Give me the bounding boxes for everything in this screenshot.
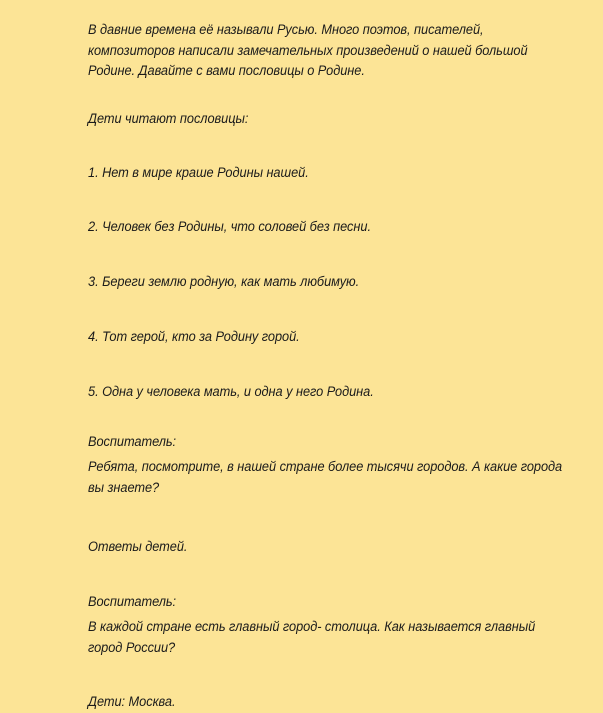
proverb-item: 5. Одна у человека мать, и одна у него Родина.: [88, 384, 374, 400]
children-answer-moscow: Дети: Москва.: [88, 694, 176, 710]
teacher-question-capital: В каждой стране есть главный город- столица. Как называется главный город России?: [88, 619, 536, 655]
teacher-speaker-label: Воспитатель:: [88, 434, 177, 450]
children-read-proverbs-label: Дети читают пословицы:: [88, 111, 249, 127]
intro-paragraph: В давние времена её называли Русью. Много поэтов, писателей, композиторов написали замечательных произведений о нашей большой Родине. Давайте с вами пословицы о Родине.: [88, 22, 528, 78]
proverb-item: 1. Нет в мире краше Родины нашей.: [88, 165, 309, 181]
proverb-item: 4. Тот герой, кто за Родину горой.: [88, 329, 300, 345]
children-answers-note: Ответы детей.: [88, 539, 188, 555]
proverb-item: 2. Человек без Родины, что соловей без песни.: [88, 219, 371, 235]
teacher-question-cities: Ребята, посмотрите, в нашей стране более тысячи городов. А какие города вы знаете?: [88, 459, 563, 495]
teacher-speaker-label: Воспитатель:: [88, 594, 177, 610]
proverb-item: 3. Береги землю родную, как мать любимую.: [88, 274, 360, 290]
